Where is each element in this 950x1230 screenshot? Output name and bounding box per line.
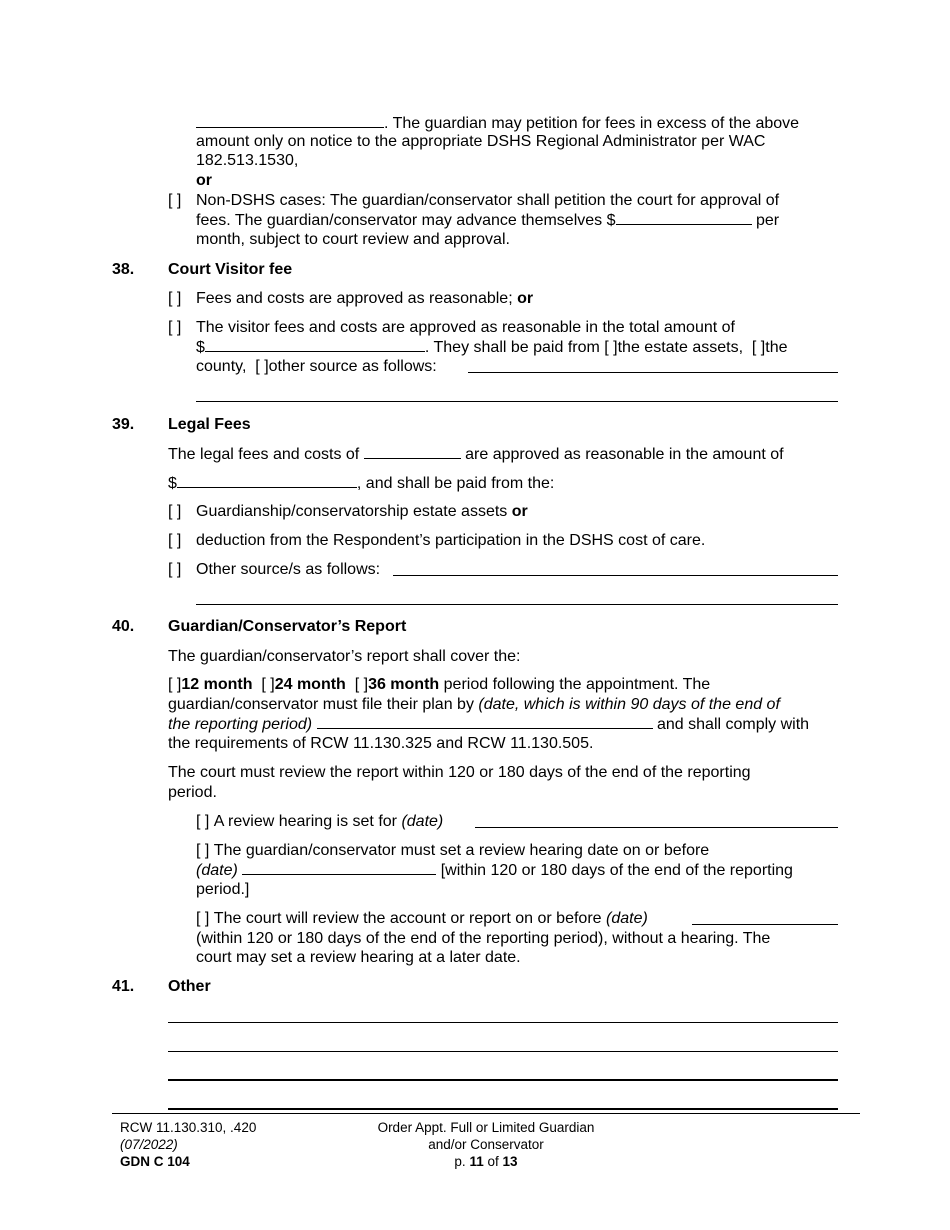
section-41-title: Other (168, 978, 211, 995)
fee-text-line-2: amount only on notice to the appropriate DSHS Regional Administrator per WAC (196, 133, 766, 150)
county-checkbox[interactable]: [ ] (751, 339, 766, 356)
fee-text-line-3: 182.513.1530, (196, 152, 299, 169)
review-hearing-checkbox[interactable]: [ ] (196, 813, 210, 830)
24-month-checkbox[interactable]: [ ] (261, 676, 275, 693)
legal-fees-line-2: $ , and shall be paid from the: (168, 475, 555, 492)
must-set-line-1: [ ] The guardian/conservator must set a review hearing date on or before (196, 842, 710, 859)
court-review-line-3: court may set a review hearing at a later date. (196, 949, 521, 966)
other-blank-1[interactable] (168, 1022, 838, 1023)
court-review-checkbox[interactable]: [ ] (196, 910, 210, 927)
review-line-2: period. (168, 784, 217, 801)
report-intro: The guardian/conservator’s report shall cover the: (168, 648, 521, 665)
non-dshs-line-2: fees. The guardian/conservator may advance themselves $ per (196, 212, 780, 229)
report-period-line-2: guardian/conservator must file their plan by (date, which is within 90 days of the end of (168, 696, 780, 713)
estate-assets-option-checkbox[interactable]: [ ] (168, 503, 182, 520)
12-month-checkbox[interactable]: [ ] (168, 676, 182, 693)
fee-limit-line: . The guardian may petition for fees in excess of the above (196, 113, 799, 133)
footer-date: (07/2022) (120, 1137, 178, 1152)
other-source-blank-2[interactable] (196, 401, 838, 402)
section-38-title: Court Visitor fee (168, 261, 293, 278)
dshs-deduction-text: deduction from the Respondent’s participation in the DSHS cost of care. (196, 532, 706, 549)
other-blank-4[interactable] (168, 1108, 838, 1110)
footer-rule (112, 1113, 860, 1114)
visitor-fee-reasonable-text: Fees and costs are approved as reasonable; or (196, 290, 534, 307)
review-hearing-line: [ ] A review hearing is set for (date) (196, 813, 444, 830)
other-sources-text: Other source/s as follows: (196, 561, 381, 578)
other-sources-blank-1[interactable] (393, 575, 838, 576)
or-connector: or (196, 172, 212, 189)
court-review-line-1: [ ] The court will review the account or report on or before (date) (196, 910, 648, 927)
footer-title-line-2: and/or Conservator (428, 1137, 544, 1152)
report-period-line-1: [ ]12 month [ ]24 month [ ]36 month period following the appointment. The (168, 676, 711, 693)
footer-form-number: GDN C 104 (120, 1154, 190, 1169)
section-38-number: 38. (112, 261, 135, 278)
other-blank-3[interactable] (168, 1079, 838, 1081)
section-39-title: Legal Fees (168, 416, 251, 433)
must-set-date-blank[interactable] (242, 860, 436, 875)
court-review-line-2: (within 120 or 180 days of the end of the reporting period), without a hearing. The (196, 930, 771, 947)
other-source-checkbox[interactable]: [ ] (255, 358, 269, 375)
section-41-number: 41. (112, 978, 135, 995)
dshs-deduction-checkbox[interactable]: [ ] (168, 532, 182, 549)
must-set-line-2: (date) [within 120 or 180 days of the end of the reporting (196, 862, 793, 879)
36-month-checkbox[interactable]: [ ] (354, 676, 369, 693)
advance-amount-blank[interactable] (616, 210, 752, 225)
legal-fees-of-blank[interactable] (364, 444, 461, 459)
other-source-blank-1[interactable] (468, 372, 838, 373)
visitor-fee-total-line-2: $ . They shall be paid from [ ]the estate assets, [ ]the (196, 339, 788, 356)
must-set-checkbox[interactable]: [ ] (196, 842, 210, 859)
other-blank-2[interactable] (168, 1051, 838, 1052)
report-period-line-3: the reporting period) and shall comply with (168, 716, 810, 733)
footer-center (346, 1119, 626, 1170)
review-hearing-date-blank[interactable] (475, 827, 838, 828)
review-line-1: The court must review the report within 120 or 180 days of the end of the reporting (168, 764, 751, 781)
footer-left (120, 1119, 256, 1170)
non-dshs-line-1: Non-DSHS cases: The guardian/conservator shall petition the court for approval of (196, 192, 780, 209)
plan-date-blank[interactable] (317, 714, 653, 729)
legal-fees-line-1: The legal fees and costs of are approved as reasonable in the amount of (168, 446, 784, 463)
visitor-fee-total-line-1: The visitor fees and costs are approved as reasonable in the total amount of (196, 319, 735, 336)
non-dshs-checkbox[interactable]: [ ] (168, 192, 182, 209)
visitor-fee-total-checkbox[interactable]: [ ] (168, 319, 182, 336)
must-set-line-3: period.] (196, 881, 250, 898)
estate-assets-checkbox[interactable]: [ ] (604, 339, 618, 356)
section-40-number: 40. (112, 618, 135, 635)
section-39-number: 39. (112, 416, 135, 433)
visitor-fee-reasonable-checkbox[interactable]: [ ] (168, 290, 182, 307)
court-review-date-blank[interactable] (692, 924, 838, 925)
footer-rcw: RCW 11.130.310, .420 (120, 1120, 257, 1135)
other-sources-blank-2[interactable] (196, 604, 838, 605)
footer-page-number: p. 11 of 13 (454, 1154, 518, 1169)
section-40-title: Guardian/Conservator’s Report (168, 618, 407, 635)
visitor-fee-total-line-3: county, [ ]other source as follows: (196, 358, 437, 375)
report-period-line-4: the requirements of RCW 11.130.325 and RCW 11.130.505. (168, 735, 594, 752)
footer-title-line-1: Order Appt. Full or Limited Guardian (377, 1120, 595, 1135)
estate-assets-option-text: Guardianship/conservatorship estate assets or (196, 503, 528, 520)
legal-fees-amount-blank[interactable] (177, 473, 357, 488)
fee-limit-blank[interactable] (196, 113, 384, 128)
other-sources-checkbox[interactable]: [ ] (168, 561, 182, 578)
non-dshs-line-3: month, subject to court review and approval. (196, 231, 510, 248)
visitor-fee-amount-blank[interactable] (205, 337, 425, 352)
